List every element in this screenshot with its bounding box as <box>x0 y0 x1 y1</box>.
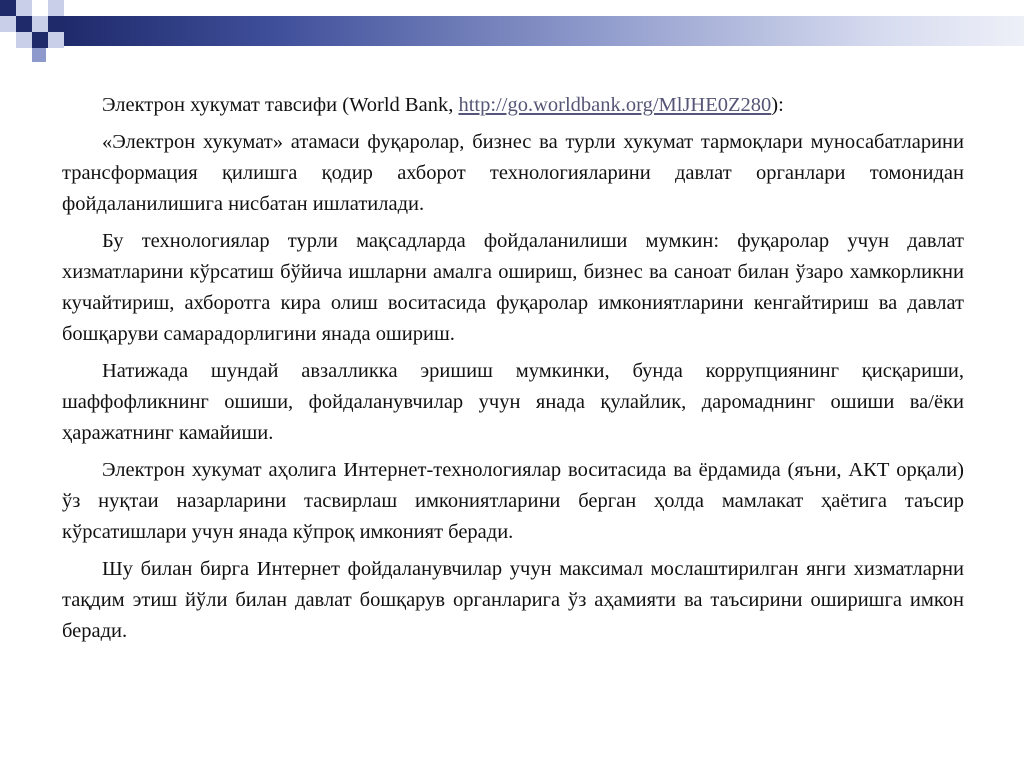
header-decoration <box>0 0 1024 70</box>
paragraph-services: Шу билан бирга Интернет фойдаланувчилар учун максимал мослаштирилган янги хизматларни тақдим этиш йўли билан давлат бошқарув органларига ўз аҳамияти ва таъсирини оширишга имкон беради. <box>62 558 964 642</box>
paragraph-participation: Электрон хукумат аҳолига Интернет-технологиялар воситасида ва ёрдамида (яъни, АКТ орқали) ўз нуқтаи назарларини тасвирлаш имкониятларини берган ҳолда мамлакат ҳаётига таъсир кўрсатишлари учун янада кўпроқ имконият беради. <box>62 459 964 543</box>
intro-prefix: Электрон хукумат тавсифи (World Bank, <box>102 94 459 116</box>
deco-square <box>48 16 64 32</box>
deco-square <box>0 0 16 16</box>
deco-square <box>32 16 48 32</box>
paragraph-results: Натижада шундай авзалликка эришиш мумкинки, бунда коррупциянинг қисқариши, шаффофликнинг ошиши, фойдаланувчилар учун янада қулайлик, даромаднинг ошиши ва/ёки ҳаражатнинг камайиши. <box>62 360 964 444</box>
deco-square <box>32 0 48 16</box>
deco-square <box>16 0 32 16</box>
slide-body <box>62 90 964 653</box>
deco-square <box>0 32 16 48</box>
deco-square <box>0 16 16 32</box>
paragraph-uses: Бу технологиялар турли мақсадларда фойдаланилиши мумкин: фуқаролар учун давлат хизматларини кўрсатиш бўйича ишларни амалга ошириш, бизнес ва саноат билан ўзаро хамкорликни кучайтириш, ахборотга кира олиш воситасида фуқаролар имкониятларини кенгайтириш ва давлат бошқаруви самарадорлигини янада ошириш. <box>62 230 964 345</box>
deco-square <box>32 48 46 62</box>
intro-paragraph <box>62 90 964 121</box>
deco-square <box>48 32 64 48</box>
intro-suffix: ): <box>771 94 784 116</box>
header-gradient-bar <box>64 16 1024 46</box>
deco-square <box>16 32 32 48</box>
deco-square <box>32 32 48 48</box>
worldbank-link[interactable]: http://go.worldbank.org/MlJHE0Z280 <box>458 94 772 116</box>
deco-square <box>48 0 64 16</box>
paragraph-definition: «Электрон хукумат» атамаси фуқаролар, бизнес ва турли хукумат тармоқлари муносабатларини трансформация қилишга қодир ахборот технологияларини давлат органлари томонидан фойдаланилишига нисбатан ишлатилади. <box>62 131 964 215</box>
deco-square <box>16 16 32 32</box>
